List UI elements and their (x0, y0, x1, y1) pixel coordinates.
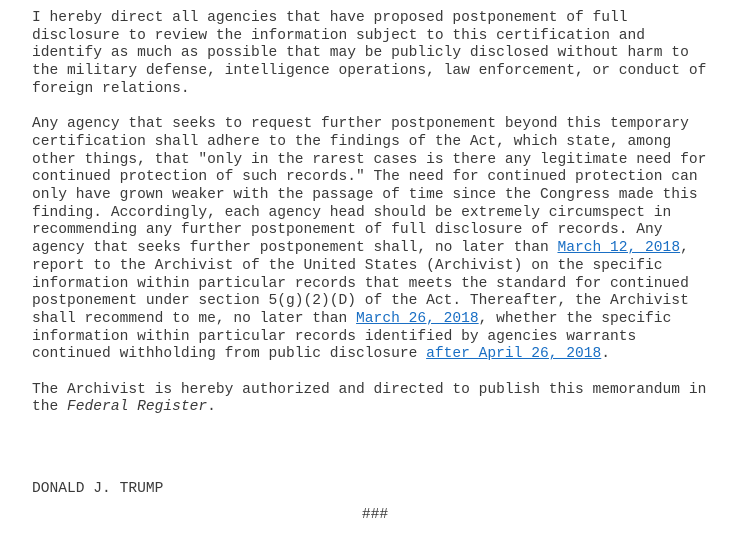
paragraph-publish-directive (32, 382, 732, 417)
date-link-april-26[interactable]: after April 26, 2018 (426, 346, 602, 363)
memorandum-body (32, 10, 732, 417)
date-link-march-12[interactable]: March 12, 2018 (557, 240, 681, 257)
paragraph-further-postponement (32, 116, 732, 364)
paragraph-direct-agencies (32, 10, 732, 99)
text-line: finding. Accordingly, each agency head should be extremely circumspect in (32, 204, 672, 221)
text-line: I hereby direct all agencies that have proposed postponement of full (32, 10, 628, 26)
text-line: information within particular records that meets the standard for continued (32, 275, 689, 292)
text-line: only have grown weaker with the passage of time since the Congress made this (32, 187, 698, 204)
end-mark: ### (361, 507, 389, 523)
text-line: Any agency that seeks to request further postponement beyond this temporary (32, 116, 689, 133)
text-line: recommending any further postponement of full disclosure of records. Any (32, 222, 663, 239)
text-segment: . (207, 399, 216, 416)
text-line: report to the Archivist of the United States (Archivist) on the specific (32, 257, 663, 274)
text-line: shall recommend to me, no later than (32, 310, 357, 327)
text-line: continued withholding from public disclosure (32, 346, 427, 363)
date-link-march-26[interactable]: March 26, 2018 (356, 310, 479, 327)
text-line: certification shall adhere to the findings of the Act, which state, among (32, 133, 672, 150)
text-line: The Archivist is hereby authorized and directed to publish this memorandum in (32, 381, 707, 398)
text-line: information within particular records identified by agencies warrants (32, 328, 637, 345)
text-line: disclosure to review the information subject to this certification and (32, 27, 646, 44)
text-line: postponement under section 5(g)(2)(D) of the Act. Thereafter, the Archivist (32, 293, 689, 310)
signature: DONALD J. TRUMP (32, 481, 164, 497)
text-line: the military defense, intelligence operations, law enforcement, or conduct of (32, 63, 707, 80)
text-line: identify as much as possible that may be publicly disclosed without harm to (32, 45, 689, 62)
text-line: agency that seeks further postponement shall, no later than (32, 240, 558, 257)
federal-register-title: Federal Register (67, 399, 208, 416)
text-line: other things, that "only in the rarest cases is there any legitimate need for (32, 151, 707, 168)
text-segment: , (680, 240, 689, 257)
text-line: foreign relations. (32, 80, 190, 97)
text-segment: the (32, 399, 68, 416)
text-segment: . (601, 346, 611, 363)
text-line: continued protection of such records." The need for continued protection can (32, 169, 698, 186)
text-segment: , whether the specific (478, 310, 672, 327)
